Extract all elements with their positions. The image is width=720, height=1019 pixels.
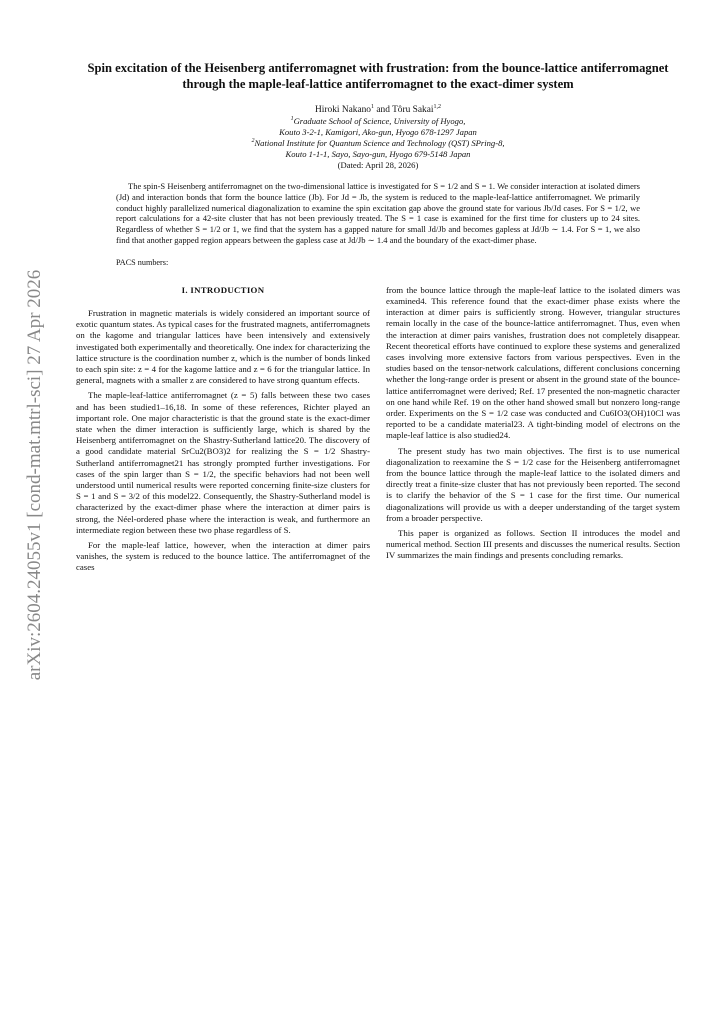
paper-page [76, 60, 680, 578]
author-line [76, 104, 680, 116]
body-columns [76, 285, 680, 578]
author-sakai: Tôru Sakai [392, 105, 434, 115]
paragraph: The present study has two main objectives. The first is to use numerical diagonalization to reexamine the S = 1/2 case for the Heisenberg antiferromagnet from the bounce lattice through the maple-leaf lattice to the isolated dimers and directly treat a finite-size cluster that has not previously been reported. The second is to clarify the behavior of the S = 1 case for the first time. Our numerical diagonalizations will provide us with a deeper understanding of the target system from a broader perspective. [386, 445, 680, 523]
author-sakai-affil: 1,2 [433, 103, 441, 110]
paragraph: This paper is organized as follows. Section II introduces the model and numerical method. Section III presents and discusses the numerical results. Section IV summarizes the main findings and presents concluding remarks. [386, 528, 680, 561]
paragraph: from the bounce lattice through the maple-leaf lattice to the isolated dimers was examined4. This reference found that the exact-dimer phase exists where the interaction at dimer pairs is sufficiently strong. However, triangular structures remain locally in the case of the bounce-lattice antiferromagnet. Thus, even when the interaction at dimer pairs vanishes, frustration does not completely disappear. Recent theoretical efforts have continued to explore these systems and generalized cases involving more extensive factors from various perspectives. Even in the studies based on the tensor-network calculations, different conclusions concerning whether the long-range order is present or absent in the ground state of the bounce-lattice antiferromagnet were derived; Ref. 17 presented the non-magnetic character on one hand while Ref. 19 on the other hand showed small but nonzero long-range order. Experiments on the S = 1/2 case was conducted and Cu6IO3(OH)10Cl was reported to be a candidate material23. A tight-binding model of electrons on the maple-leaf lattice is also studied24. [386, 284, 680, 441]
paragraph: For the maple-leaf lattice, however, when the interaction at dimer pairs vanishes, the system is reduced to the bounce lattice. The antiferromagnet of the cases [76, 540, 370, 573]
section-heading-introduction: I. INTRODUCTION [181, 284, 265, 295]
paper-title: Spin excitation of the Heisenberg antiferromagnet with frustration: from the bounce-lattice antiferromagnet through the maple-leaf-lattice antiferromagnet to the exact-dimer system [87, 61, 669, 91]
paragraph: Frustration in magnetic materials is widely considered an important source of exotic quantum states. As typical cases for the frustrated magnets, antiferromagnets on the kagome and triangular lattices have been intensively and extensively investigated both experimentally and theoretically. One index for characterizing the lattice structure is the coordination number z, which is the number of bonds linked to each spin site: z = 4 for the kagome lattice and z = 6 for the triangular lattice. In general, magnets with a smaller z are considered to have strong quantum effects. [76, 307, 371, 386]
affiliation-2 [76, 138, 680, 149]
abstract: The spin-S Heisenberg antiferromagnet on the two-dimensional lattice is investigated for S = 1/2 and S = 1. We consider interaction at isolated dimers (Jd) and interaction bonds that form the bounce lattice (Jb). For Jd = Jb, the system is reduced to the maple-leaf-lattice antiferromagnet. We primarily conduct highly parallelized numerical diagonalization to examine the spin excitation gap above the ground state for various Jb/Jd cases. For S = 1/2, we report calculations for a 42-site cluster that has not been previously treated. The S = 1 case is examined for the first time for clusters up to 24 sites. Regardless of whether S = 1/2 or 1, we find that the system has a gapped nature for small Jd/Jb and becomes gapless at Jd/Jb ∼ 1.4. For S = 1, we also find that another gapped region appears between the gapless case at Jd/Jb ∼ 1.4 and the boundary of the exact-dimer phase. [116, 181, 640, 245]
pacs-numbers: PACS numbers: [116, 257, 169, 267]
author-nakano-affil: 1 [371, 103, 374, 110]
affiliation-2-address: Kouto 1-1-1, Sayo, Sayo-gun, Hyogo 679-5148 Japan [285, 149, 471, 159]
affil-1-line-1: Graduate School of Science, University of Hyogo, [293, 116, 466, 126]
author-nakano: Hiroki Nakano [315, 105, 371, 115]
right-column [386, 285, 680, 578]
paragraph: The maple-leaf-lattice antiferromagnet (z = 5) falls between these two cases and has been studied1–16,18. In some of these references, Richter played an important role. One major characteristic is that the ground state is the exact-dimer state when the dimer interaction is sufficiently large, which is shared by the Heisenberg antiferromagnet on the Shastry-Sutherland lattice20. The discovery of a good candidate material SrCu2(BO3)2 for realizing the S = 1/2 Shastry-Sutherland antiferromagnet21 has strongly prompted further investigations. For cases of the spin larger than S = 1/2, the specific behaviors had not been well understood until numerical results were reported concerning finite-size clusters for S = 1 and S = 3/2 of this model22. Consequently, the Shastry-Sutherland model is characterized by the exact-dimer phase where the interaction at dimer pairs is strong, the Néel-ordered phase where the interaction is weak, and furthermore an intermediate region between these two phase regardless of S. [76, 390, 370, 535]
affiliation-1 [76, 116, 680, 127]
affil-2-line-1: National Institute for Quantum Science and Technology (QST) SPring-8, [254, 138, 505, 148]
author-separator: and [374, 105, 393, 115]
arxiv-id: arXiv:2604.24055v1 [cond-mat.mtrl-sci] 27 Apr 2026 [24, 269, 45, 681]
affil-1-marker: 1 [290, 116, 294, 123]
left-column [76, 285, 370, 578]
affiliation-1-address: Kouto 3-2-1, Kamigori, Ako-gun, Hyogo 678-1297 Japan [279, 127, 477, 137]
affil-2-marker: 2 [251, 138, 255, 145]
arxiv-sidebar-stamp [22, 240, 48, 710]
date-line: (Dated: April 28, 2026) [337, 160, 419, 170]
